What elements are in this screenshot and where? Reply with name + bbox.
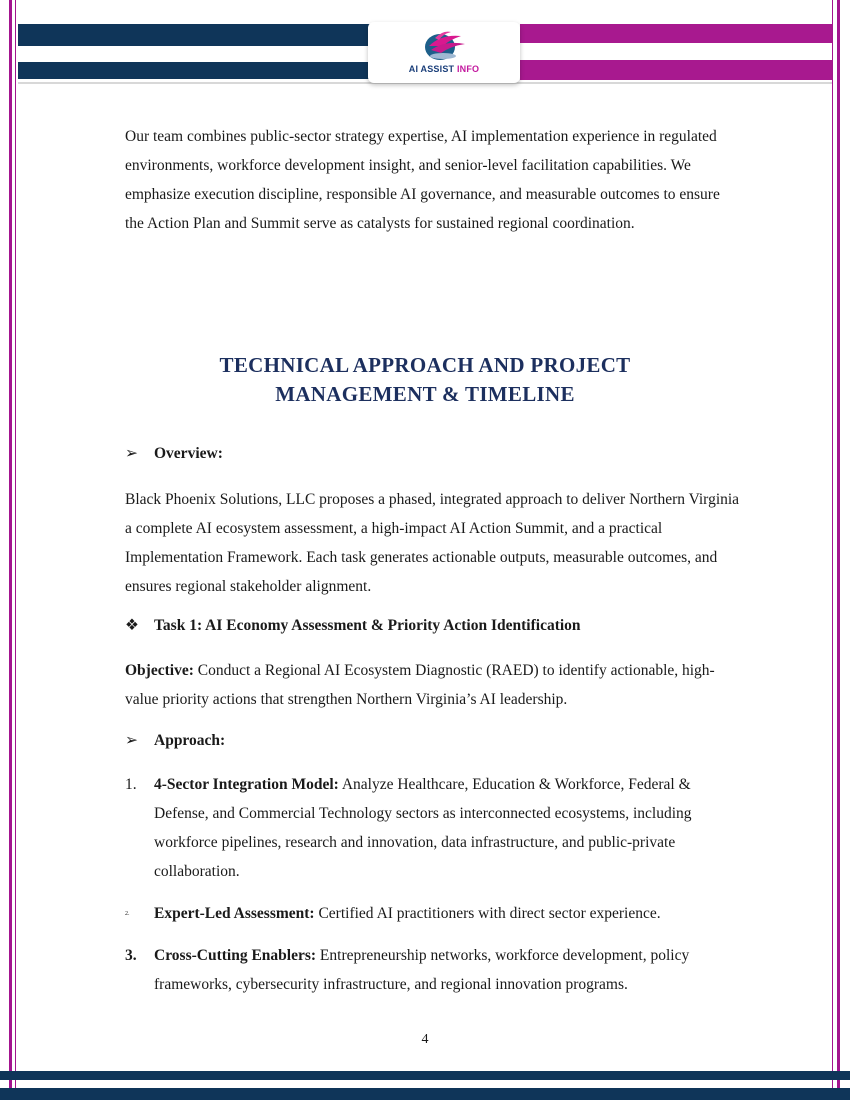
overview-label: Overview: [154,445,223,462]
arrow-bullet-icon: ➢ [125,732,138,749]
objective-paragraph [125,656,740,714]
logo-text-info: INFO [456,64,480,74]
list-number: 2. [125,911,130,917]
list-number: 3. [125,947,137,964]
list-item-label: Cross-Cutting Enablers: [154,947,317,964]
logo-text-ai: AI ASSIST [408,64,455,74]
list-item-text: Certified AI practitioners with direct sector experience. [314,905,661,922]
overview-text: Black Phoenix Solutions, LLC proposes a phased, integrated approach to deliver Northern Virginia a complete AI ecosystem assessment, a high-impact AI Action Summit, and a practical Implementation Framework. Each task generates actionable outputs, measurable outcomes, and ensures regional stakeholder alignment. [125,491,740,595]
overview-paragraph [125,485,740,601]
header-bar-navy-top [18,24,370,46]
arrow-bullet-icon: ➢ [125,445,138,462]
intro-paragraph: Our team combines public-sector strategy expertise, AI implementation experience in regulated environments, workforce development insight, and senior-level facilitation capabilities. We emphasize execution discipline, responsible AI governance, and measurable outcomes to ensure the Action Plan and Summit serve as catalysts for sustained regional coordination. [125,128,720,232]
list-item [125,941,725,999]
footer-bar-bottom [0,1088,850,1100]
diamond-bullet-icon: ❖ [125,617,139,634]
task1-label: Task 1: AI Economy Assessment & Priority Action Identification [154,617,581,634]
list-item-text: Analyze Healthcare, Education & Workforce, Federal & Defense, and Commercial Technology sectors as interconnected ecosystems, including workforce pipelines, research and innovation, data infrastructure, and public-private collaboration. [154,776,692,880]
left-border-inner [15,0,16,1100]
section-title [125,351,725,409]
intro-block [125,122,735,238]
footer-bar-top [0,1071,850,1080]
right-border-inner [832,0,833,1100]
objective-text: Conduct a Regional AI Ecosystem Diagnostic (RAED) to identify actionable, high-value priority actions that strengthen Northern Virginia’s AI leadership. [125,662,715,708]
list-item [125,899,725,928]
section-title-line-2: MANAGEMENT & TIMELINE [275,382,575,406]
list-item [125,770,725,886]
task1-heading [125,616,581,635]
approach-heading [125,731,225,750]
page-number: 4 [421,1032,429,1047]
left-border [9,0,12,1100]
logo-text [368,64,520,74]
list-item-label: Expert-Led Assessment: [154,905,315,922]
header-bar-navy-bottom [18,62,370,79]
right-border [837,0,840,1100]
overview-heading [125,444,223,463]
header-bar-magenta-bottom [520,60,832,80]
list-item-text: Entrepreneurship networks, workforce development, policy frameworks, cybersecurity infrastructure, and regional innovation programs. [154,947,690,993]
approach-label: Approach: [154,732,226,749]
section-title-line-1: TECHNICAL APPROACH AND PROJECT [219,353,631,377]
list-number: 1. [125,776,137,793]
header-bar-magenta-top [520,24,832,43]
list-item-label: 4-Sector Integration Model: [154,776,339,793]
objective-label: Objective: [125,662,194,679]
logo-icon [421,26,467,64]
logo [368,22,520,83]
